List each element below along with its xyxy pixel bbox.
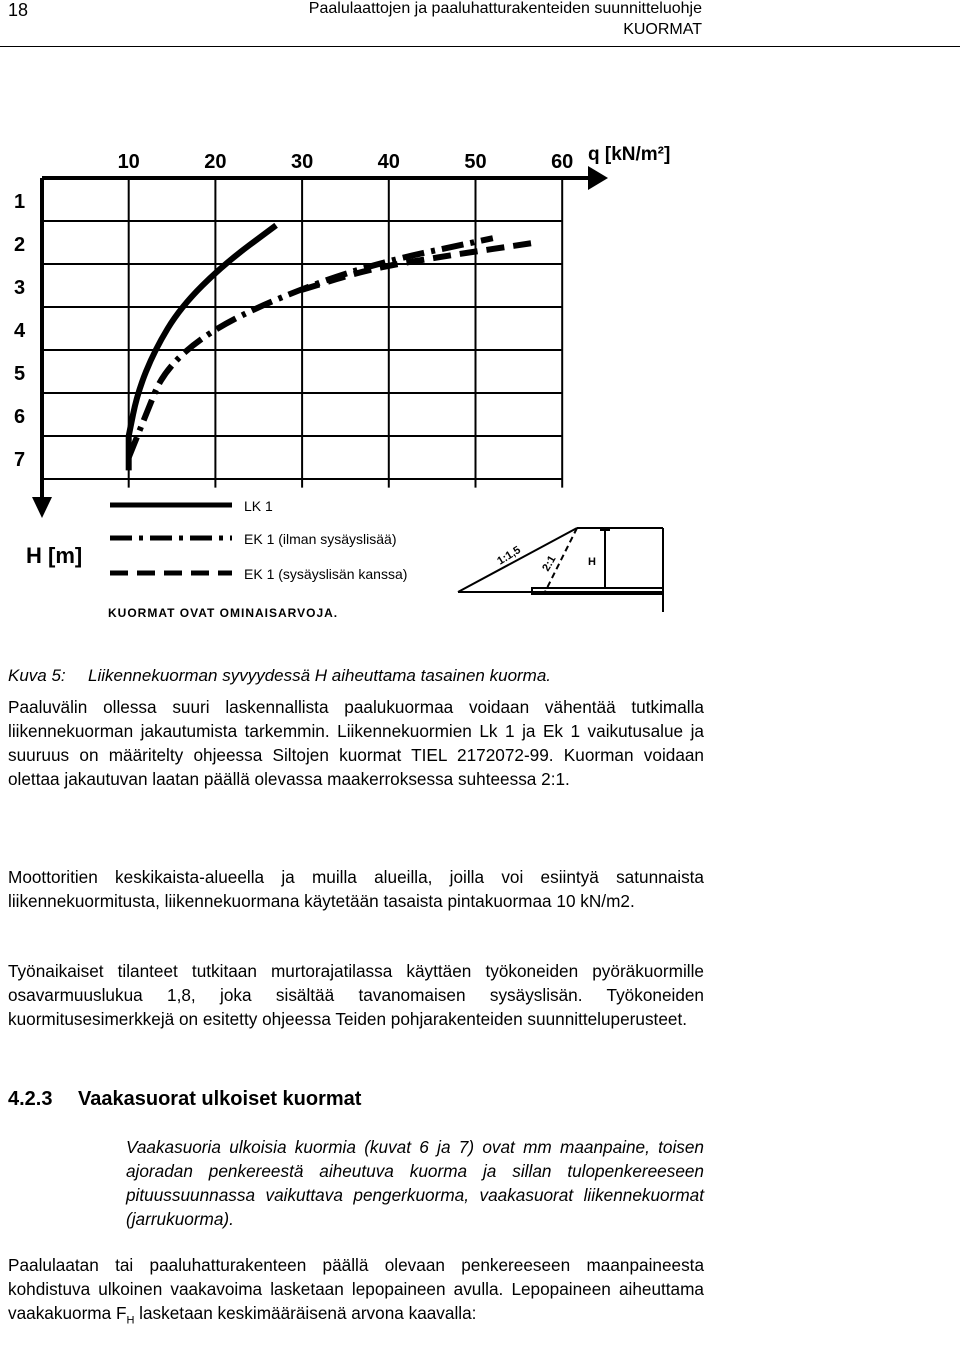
x-tick-label: 20	[204, 151, 227, 173]
x-axis-arrow	[588, 166, 608, 190]
paragraph-4-text-b: lasketaan keskimääräisenä arvona kaavalla:	[134, 1303, 477, 1323]
y-tick-label: 1	[14, 191, 26, 213]
sketch-label-3: H	[588, 556, 596, 568]
section-number: 4.2.3	[8, 1088, 53, 1110]
y-tick-label: 2	[14, 234, 26, 256]
paragraph-2: Moottoritien keskikaista-alueella ja muilla alueilla, joilla voi esiintyä satunnaista liikennekuormitusta, liikennekuormana käytetään tasaista pintakuormaa 10 kN/m2.	[8, 867, 704, 911]
page-number: 18	[8, 0, 29, 20]
chart-grid	[42, 178, 562, 488]
caption-text: Liikennekuorman syvyydessä H aiheuttama tasainen kuorma.	[88, 666, 552, 685]
y-axis-arrow	[32, 497, 52, 518]
caption-label: Kuva 5:	[8, 666, 66, 685]
italic-paragraph: Vaakasuoria ulkoisia kuormia (kuvat 6 ja 7) ovat mm maanpaine, toisen ajoradan penkereestä aiheutuva kuorma ja sillan tulopenkereeseen pituussuunnassa vaikuttava pengerkuorma, vaakasuorat liikennekuormat (jarrukuorma).	[126, 1137, 704, 1229]
x-tick-label: 40	[377, 151, 400, 173]
y-tick-label: 6	[14, 406, 26, 428]
x-tick-label: 60	[551, 151, 574, 173]
chart-legend	[110, 498, 407, 582]
section-header: KUORMAT	[623, 21, 702, 38]
y-tick-labels	[14, 191, 26, 471]
sketch-label-1: 1:1,5	[495, 544, 523, 568]
x-tick-label: 10	[117, 151, 140, 173]
header-divider	[0, 46, 960, 47]
section-title: Vaakasuorat ulkoiset kuormat	[78, 1088, 362, 1110]
series-line-2	[129, 238, 493, 457]
paragraph-4-text-a: Paalulaatan tai paaluhatturakenteen päällä olevaan penkereeseen maanpaineesta kohdistuva ulkoinen vaakavoima lasketaan lepopaineen avulla. Lepopaineen aiheuttama vaakakuorma F	[8, 1255, 704, 1323]
figure-caption	[8, 666, 551, 686]
legend-label-1: LK 1	[244, 498, 273, 514]
y-tick-label: 5	[14, 363, 26, 385]
series-line-3	[302, 243, 536, 290]
chart-axes	[32, 166, 608, 518]
section-heading	[8, 1088, 361, 1111]
x-tick-labels	[118, 151, 574, 173]
y-tick-label: 7	[14, 449, 26, 471]
sketch-label-2: 2:1	[540, 553, 559, 574]
load-depth-figure	[0, 140, 700, 620]
legend-label-3: EK 1 (sysäyslisän kanssa)	[244, 566, 408, 582]
document-title: Paalulaattojen ja paaluhatturakenteiden suunnitteluohje	[308, 0, 702, 17]
embankment-sketch	[458, 528, 663, 612]
x-tick-label: 30	[290, 151, 314, 173]
sketch-slope-1-1-5	[458, 528, 577, 592]
y-tick-label: 4	[14, 320, 26, 342]
x-tick-label: 50	[464, 151, 487, 173]
legend-label-2: EK 1 (ilman sysäyslisää)	[244, 531, 397, 547]
force-subscript: H	[126, 1314, 135, 1327]
figure-note: KUORMAT OVAT OMINAISARVOJA.	[108, 606, 339, 620]
paragraph-1: Paaluvälin ollessa suuri laskennallista paalukuormaa voidaan vähentää tutkimalla liikennekuorman jakautumista tarkemmin. Liikennekuormien Lk 1 ja Ek 1 vaikutusalue ja suuruus on määritelty ohjeessa Siltojen kuormat TIEL 2172072-99. Kuorman voidaan olettaa jakautuvan laatan päällä olevassa maakerroksessa suhteessa 2:1.	[8, 697, 704, 789]
paragraph-4	[8, 1253, 704, 1332]
y-axis-label: H [m]	[26, 543, 83, 568]
sketch-labels	[495, 544, 596, 573]
paragraph-3: Työnaikaiset tilanteet tutkitaan murtorajatilassa käyttäen työkoneiden pyöräkuormille osavarmuuslukua 1,8, joka sisältää tavanomaisen sysäyslisän. Työkoneiden kuormitusesimerkkejä on esitetty ohjeessa Teiden pohjarakenteiden suunnitteluperusteet.	[8, 961, 704, 1029]
x-axis-label: q [kN/m²]	[588, 144, 671, 165]
y-tick-label: 3	[14, 277, 26, 299]
